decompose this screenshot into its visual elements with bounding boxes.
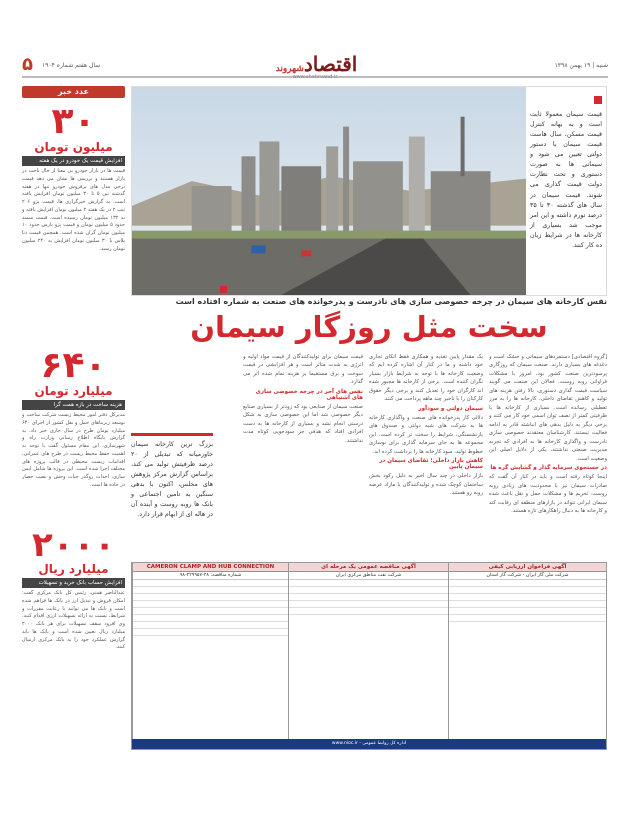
page-number: ۵ [22, 54, 33, 75]
ad-row [133, 601, 288, 608]
ad-row [449, 615, 606, 622]
paragraph: صنعت سیمان از صنایعی بود که زودتر از بسیاری صنایع دیگر خصوصی شد اما این خصوصی سازی به شکل درستی انجام نشد و بسیاری از کارخانه ها به دست افرادی افتاد که هدفی جز سودجویی کوتاه مدت نداشتند. [243, 403, 363, 444]
subheading: نفس های آخر در چرخه خصوصی سازی های اشتباهی [255, 388, 363, 401]
ad-footer: اداره کل روابط عمومی - www.nioc.ir [132, 739, 606, 749]
kicker: نفس کارخانه های سیمان در چرخه خصوصی سازی های نادرست و پدرخوانده های صنعت به شماره افتاده است [175, 297, 607, 306]
ad-tender-3[interactable] [132, 563, 288, 749]
figure-640: ۶۴۰ [40, 345, 107, 386]
figure-2000: ۲۰۰۰ [31, 525, 115, 565]
caption-marker-icon [594, 96, 602, 104]
ad-row [289, 580, 448, 587]
figure-30: ۳۰ [51, 101, 96, 142]
ad-row [449, 601, 606, 608]
issue-number: سال هفتم شماره ۱۹۰۴ [42, 62, 101, 69]
ad-subtitle: شرکت ملی گاز ایران - شرکت گاز استان [449, 572, 606, 580]
ad-row [133, 615, 288, 622]
photo-marker-icon [220, 286, 227, 293]
newspaper-logo[interactable]: اقتصادشهروند [275, 52, 358, 76]
ad-row [133, 629, 288, 636]
item-heading: هزینه ساخت در بازه همت گرا [22, 400, 125, 410]
pull-quote: بزرگ ترین کارخانه سیمان خاورمیانه که تبدیلی از ۲۰ درصد ظرفیتش تولید می کند، براساس گزارش مرکز پژوهش های مجلس، اکنون با بدهی سنگین به تامین اجتماعی و بانک ها روبه روست و آینده آن در هاله ای از ابهام قرار دارد. [131, 433, 213, 521]
ad-row [289, 594, 448, 601]
ad-subtitle: شماره مناقصه: ۴۸-۲۲۹۹۵۷-۹۸ [133, 572, 288, 580]
ad-row [133, 594, 288, 601]
subheading: در جستجوی سرمایه گذار و گشایش گره ها [490, 465, 607, 472]
item-heading: افزایش قیمت یک خودرو در یک هفته [22, 156, 125, 166]
ad-row [449, 587, 606, 594]
figure-unit: میلیارد تومان [34, 384, 113, 398]
paragraph: بازار داخلی در چند سال اخیر به دلیل رکود بخش ساختمان کوچک شده و تولیدکنندگان با مازاد عرضه روبه رو هستند. [369, 473, 483, 497]
paragraph: دلالی کار پدرخوانده های صنعت و واگذاری کارخانه ها به شرکت های شبه دولتی و صندوق های بازنشستگی، شرایط را سخت تر کرده است. این مجموعه ها به جای سرمایه گذاری برای نوسازی خطوط تولید، سود کارخانه ها را برداشت کرده اند. [369, 414, 483, 455]
ad-row [133, 587, 288, 594]
figure-unit: میلیارد ریال [38, 562, 109, 576]
item-text: مدیرکل دفتر امور محیط زیست شرکت ساخت و توسعه زیربناهای حمل و نقل کشور از اجرای ۶۴۰ میلیارد تومان طرح در سال جاری خبر داد. به گزارش پایگاه اطلاع رسانی وزارت راه و شهرسازی، این مقام مسئول گفت با توجه به اهمیت حفظ محیط زیست در طرح های عمرانی، اقدامات زیست محیطی در قالب پروژه های مختلف اجرا شده است. این پروژه ها شامل ایمن سازی، احداث روگذر حیات وحش و نصب حصار در جاده ها است. [22, 412, 125, 488]
paragraph: اینجا کوتاه رفته است و باید در کنار آن گفت که صادرات سیمان نیز با محدودیت های زیادی روبه روست. تحریم ها و مشکلات حمل و نقل باعث شده سیمان ایرانی نتواند در بازارهای منطقه ای رقابت کند و کارخانه ها به دنبال راهکارهای تازه هستند. [489, 474, 607, 514]
ad-row [449, 594, 606, 601]
ad-row [133, 622, 288, 629]
ad-row [289, 587, 448, 594]
ad-tender-2[interactable] [288, 563, 448, 749]
ad-tender-1[interactable] [448, 563, 606, 749]
ad-row [133, 580, 288, 587]
ad-title: آگهی فراخوان ارزیابی کیفی [449, 563, 606, 572]
item-heading: افزایش حساب بانک خرید و تسهیلات [22, 578, 125, 588]
article-column-1 [489, 353, 607, 549]
news-numbers-column [22, 86, 125, 768]
article-column-2 [369, 353, 483, 549]
ad-row [289, 608, 448, 615]
cement-factory-photo [131, 86, 607, 296]
paragraph: یک مقدار پایین تغذیه و همکاری فقط اتکای تجاری خود داشته و ما در کنار آن اشاره کرده ایم که وضعیت کارخانه ها با توجه به شرایط بازار بسیار نگران کننده است. برخی از کارخانه ها مجبور شده اند کارگران خود را تعدیل کنند و برخی دیگر حقوق کارکنان را با تاخیر چند ماهه پرداخت می کنند. [369, 354, 483, 403]
article-body [131, 353, 607, 549]
ad-subtitle: شرکت نفت مناطق مرکزی ایران [289, 572, 448, 580]
section-header: عدد خبر [22, 86, 125, 98]
ad-title: آگهی مناقصه عمومی یک مرحله ای [289, 563, 448, 572]
ad-row [449, 580, 606, 587]
item-text: عبدالناصر همتی، رئیس کل بانک مرکزی گفت: امکان فروش و تبدیل ارز در بانک ها فراهم شده است و بانک ها می توانند با رعایت مقررات و شرایط، نسبت به ارائه تسهیلات ارزی اقدام کنند. وی افزود سقف تسهیلات برای هر بانک ۲۰۰۰ میلیارد ریال تعیین شده است و بانک ها باید گزارش عملکرد خود را به بانک مرکزی ارسال کنند. [22, 590, 125, 651]
masthead [22, 50, 608, 78]
subheading: کاهش بازار داخلی؛ تقاضای سیمان در سیمان پایین [379, 458, 483, 471]
issue-date: شنبه | ۱۹ بهمن ۱۳۹۸ [554, 62, 608, 69]
paragraph: قیمت سیمان برای تولیدکنندگان از قیمت مواد اولیه و انرژی به شدت متاثر است و هر افزایشی در قیمت سوخت و برق مستقیما بر هزینه تمام شده اثر می گذارد. [243, 354, 363, 386]
paragraph: [گروه اقتصادی] دستمزدهای سیمانی و خشک است و دغدغه های بسیاری دارند. صنعت سیمان که روزگاری پرسودترین صنعت کشور بود، امروز با مشکلات فراوانی روبه روست. فعالان این صنعت می گویند سیاست قیمت گذاری دستوری، بالا رفتن هزینه های تولید و کاهش تقاضای داخلی، کارخانه ها را به مرز تعطیلی رسانده است. بسیاری از کارخانه ها با ظرفیتی کمتر از نصف توان اسمی خود کار می کنند و برخی دیگر به دلیل بدهی های انباشته قادر به ادامه فعالیت نیستند. کارشناسان معتقدند خصوصی سازی نادرست و واگذاری کارخانه ها به افرادی که تجربه مدیریت صنعتی نداشتند، یکی از دلایل اصلی این وضعیت است. [489, 354, 607, 462]
ad-title: CAMERON CLAMP AND HUB CONNECTION [133, 563, 288, 572]
figure-unit: میلیون تومان [34, 140, 113, 154]
ad-row [133, 608, 288, 615]
photo-caption: قیمت سیمان معمولا ثابت است و به بهانه کنترل قیمت مسکن، سال هاست قیمت سیمان با دستور دولتی تعیین می شود و سیمانی ها به صورت دستوری و تحت نظارت دولت قیمت گذاری می شوند. قیمت سیمان در سال های گذشته ۳۰ تا ۳۵ درصد تورم داشته و این امر موجب شد بسیاری از کارخانه ها در شرایط زیان ده کار کنند. [530, 111, 602, 249]
article-column-3 [243, 353, 363, 549]
advertisements [131, 562, 607, 750]
website-url[interactable]: www.shahrvand.ir [292, 74, 338, 80]
headline: سخت مثل روزگار سیمان [190, 310, 548, 344]
item-text: قیمت ها در بازار خودرو بی معنا از حال ناخت در بازار هستند و بررسی ها نشان می دهد قیمت برخی مدل های پرفروش خودرو تنها در هفته گذشته بین ۵ تا ۳۰ میلیون تومان افزایش یافته است. به گزارش خبرگزاری ها، قیمت پژو ۲۰۶ تیپ ۲ در یک هفته ۲ میلیون تومان افزایش یافته و به ۱۳۲ میلیون تومان رسیده است. قیمت سمند حدود ۵ میلیون تومان و قیمت پژو پارس حدود ۱۰ میلیون تومان گران شده است. همچنین قیمت دنا پلاس با ۳۰ میلیون تومان افزایش به ۲۴۰ میلیون تومان رسید. [22, 168, 125, 252]
ad-row [289, 601, 448, 608]
subheading: سیمان دولتی و سودآور [418, 405, 483, 412]
ad-row [449, 608, 606, 615]
photo-caption-box [526, 87, 606, 296]
